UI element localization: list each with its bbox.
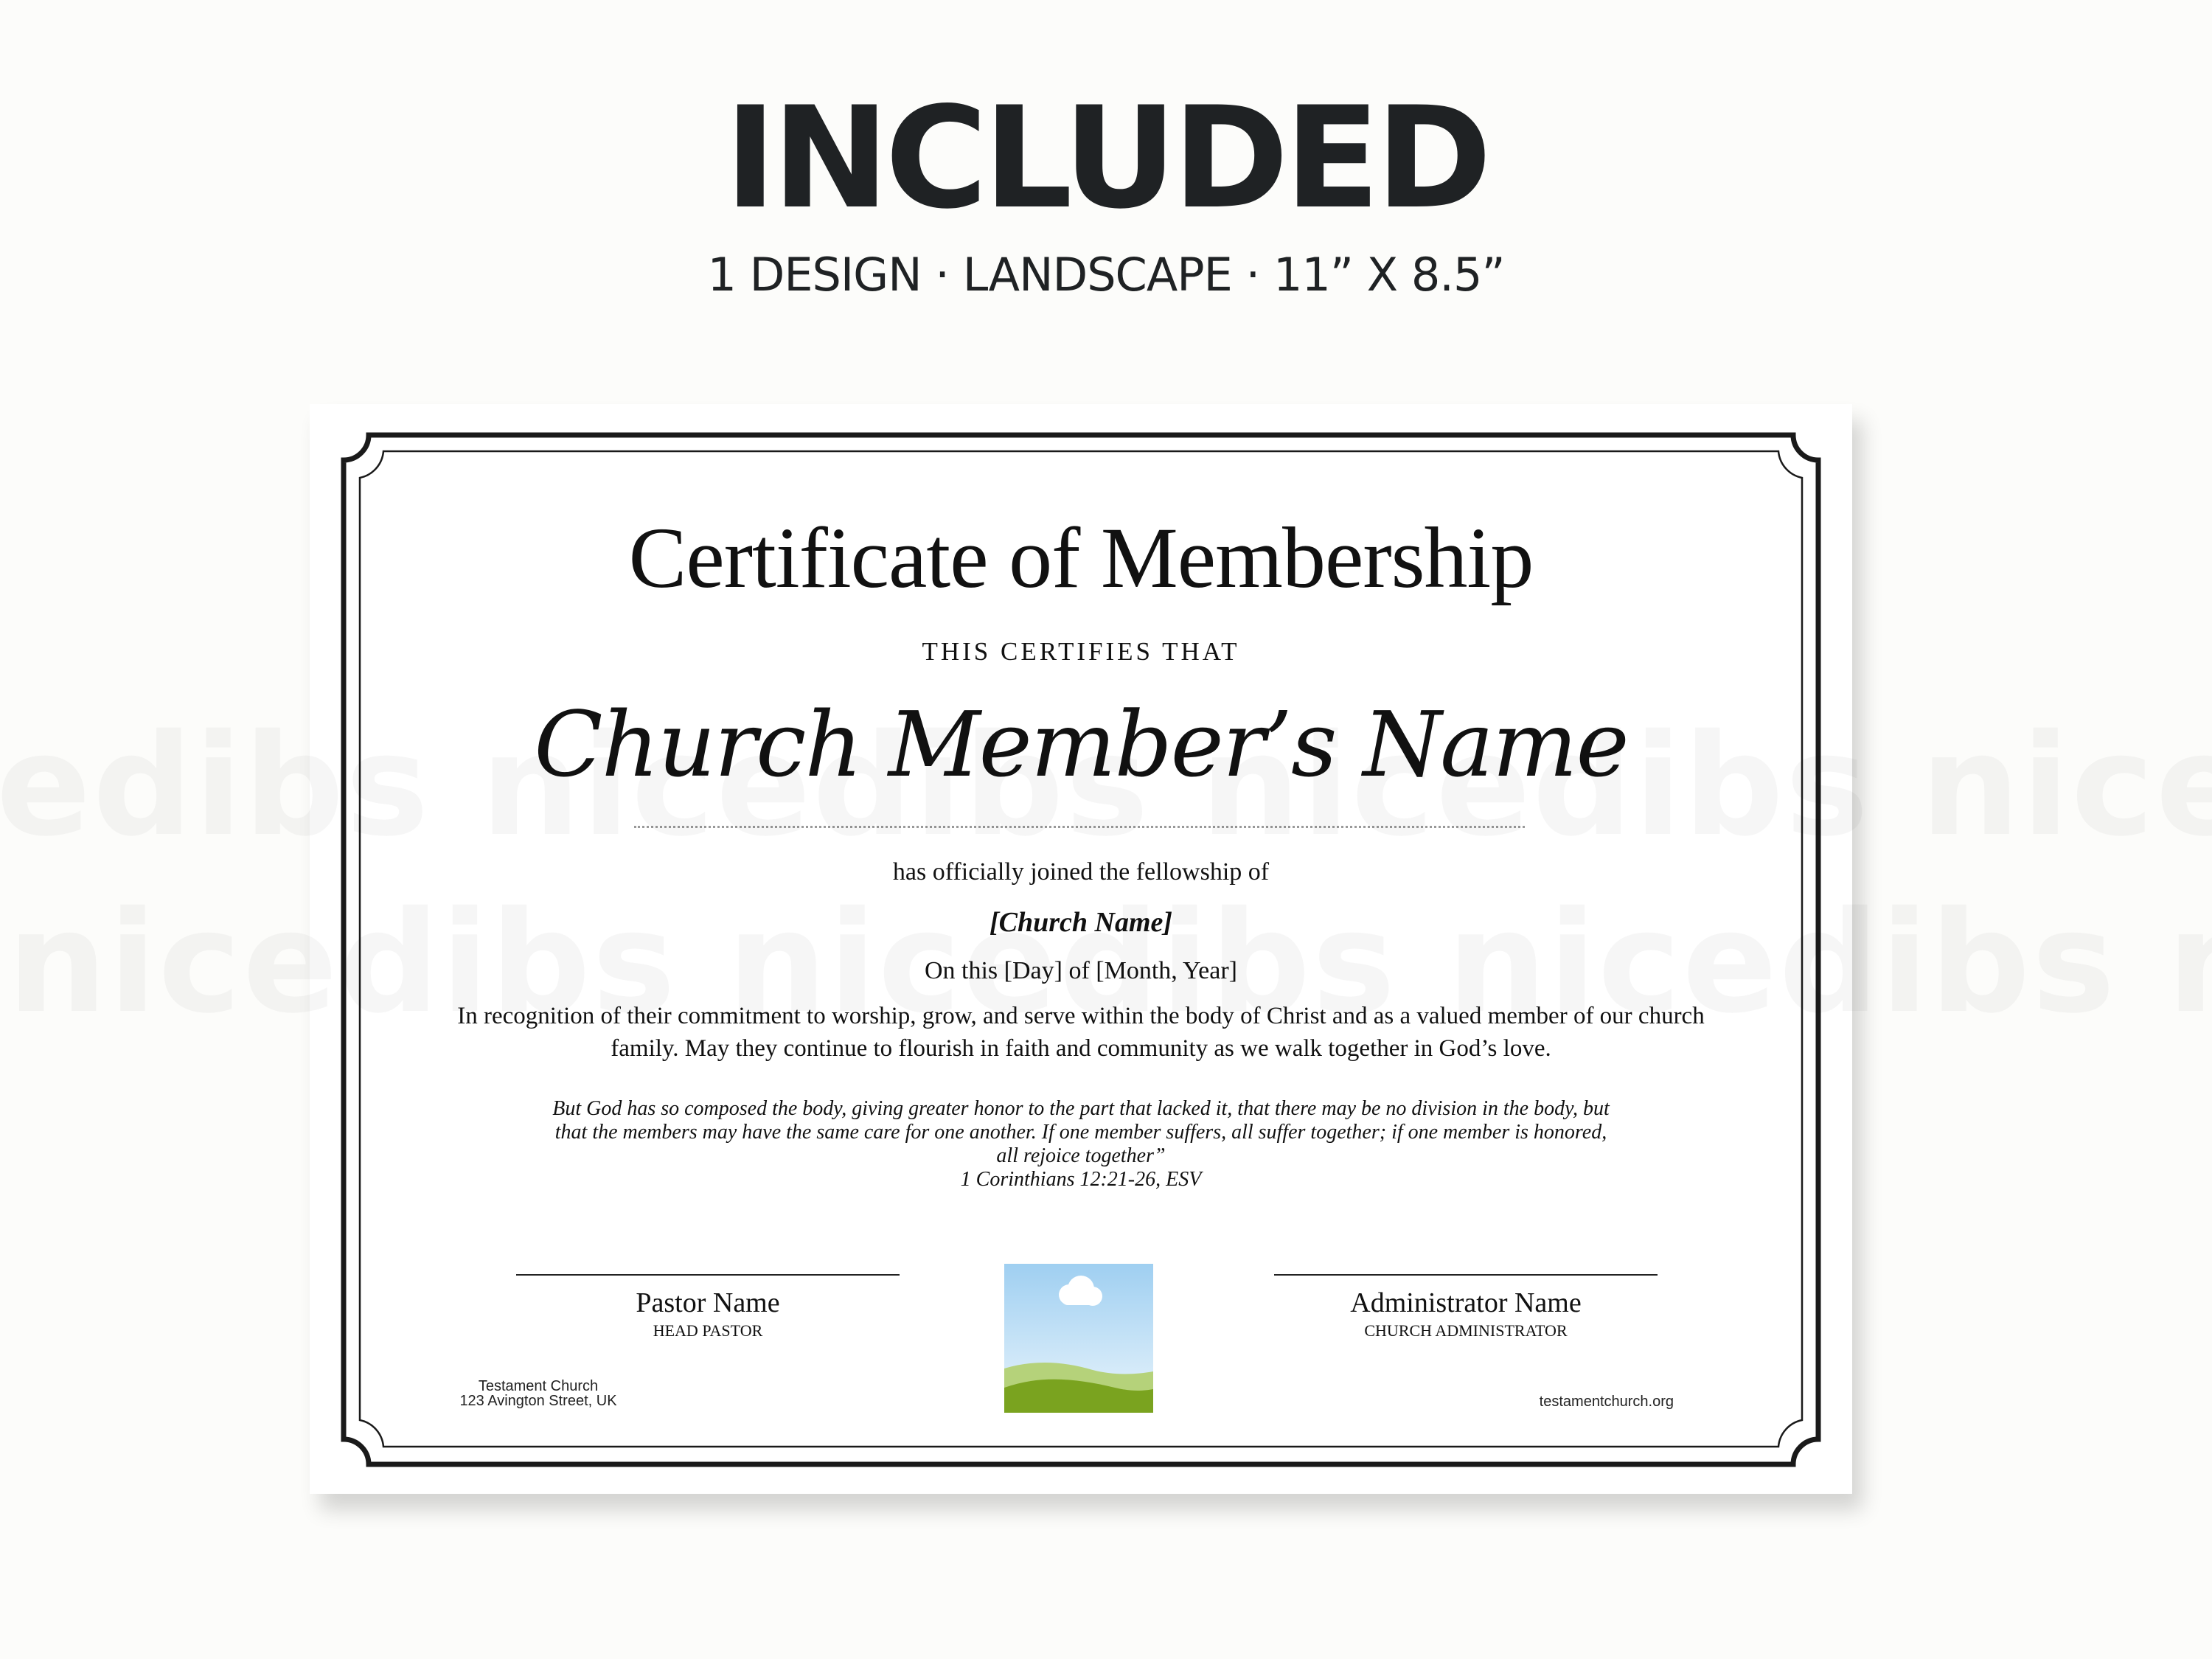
landscape-image-placeholder-icon — [1004, 1264, 1153, 1413]
member-name: Church Member’s Name — [534, 692, 1628, 797]
church-website: testamentchurch.org — [1539, 1394, 1674, 1410]
verse-reference: 1 Corinthians 12:21-26, ESV — [960, 1168, 1202, 1191]
church-address — [442, 1379, 634, 1408]
church-address-name: Testament Church — [478, 1378, 599, 1394]
pastor-role: HEAD PASTOR — [653, 1321, 763, 1340]
page-title: INCLUDED — [724, 77, 1488, 240]
date-line: On this [Day] of [Month, Year] — [924, 957, 1237, 984]
church-name: [Church Name] — [989, 907, 1173, 938]
verse-text: But God has so composed the body, giving greater honor to the part that lacked it, that there may be no division in the body, but that the members may have the same care for one another. If one member suffers, all suffer together; if one member is honored, all rejoice together” — [552, 1097, 1610, 1167]
pastor-name: Pastor Name — [636, 1287, 780, 1318]
certificate-title: Certificate of Membership — [628, 509, 1534, 606]
administrator-name: Administrator Name — [1350, 1287, 1582, 1318]
name-dotted-line — [634, 826, 1525, 828]
fellowship-text: has officially joined the fellowship of — [892, 858, 1270, 886]
admin-signature-line — [1274, 1274, 1658, 1276]
page-subtitle: 1 DESIGN · LANDSCAPE · 11” X 8.5” — [707, 248, 1505, 302]
church-address-street: 123 Avington Street, UK — [459, 1393, 617, 1409]
verse-block — [546, 1097, 1616, 1192]
recognition-paragraph: In recognition of their commitment to worship, grow, and serve within the body of Christ and as a valued member of our church family. May they continue to flourish in faith and community as we walk together in God’s love. — [457, 1003, 1705, 1062]
certificate-preview — [310, 404, 1852, 1494]
pastor-signature-line — [516, 1274, 900, 1276]
administrator-role: CHURCH ADMINISTRATOR — [1364, 1321, 1568, 1340]
certifies-text: THIS CERTIFIES THAT — [922, 637, 1240, 666]
